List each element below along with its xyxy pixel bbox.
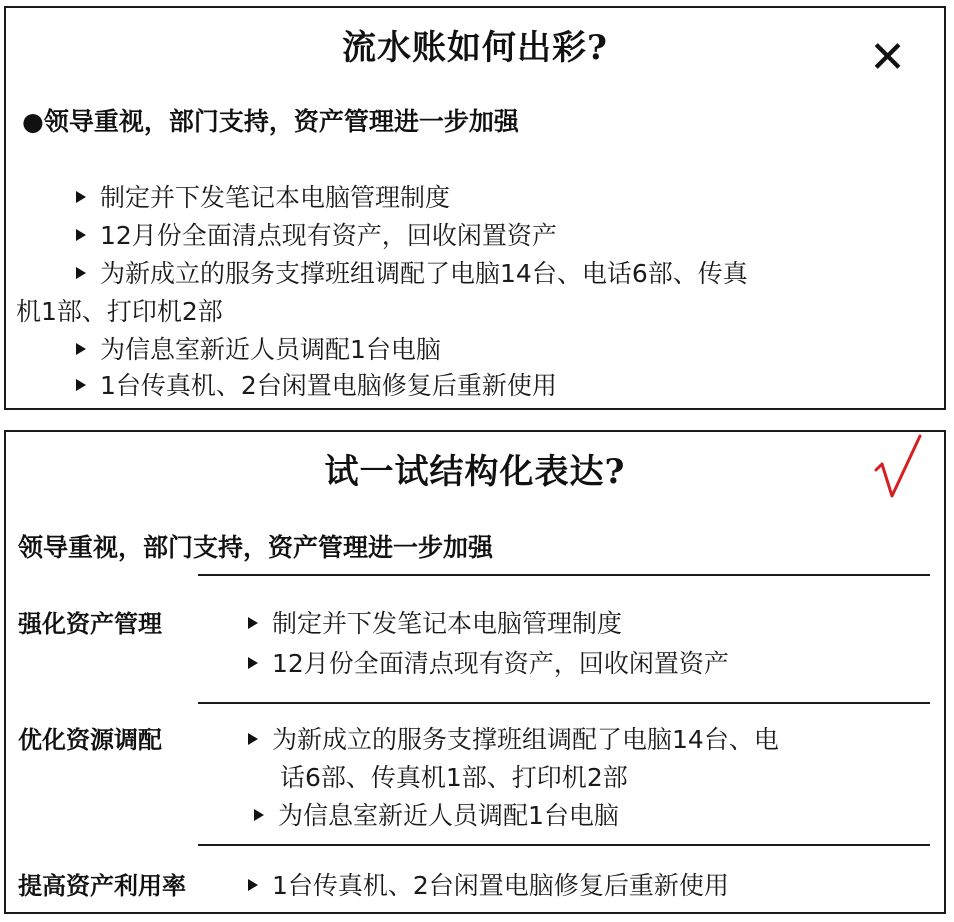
panel1-heading: ●领导重视，部门支持，资产管理进一步加强 <box>22 107 519 136</box>
list-item-continuation: 话6部、传真机1部、打印机2部 <box>280 763 628 792</box>
divider <box>198 702 930 704</box>
list-item: 1台传真机、2台闲置电脑修复后重新使用 <box>248 866 729 902</box>
divider <box>198 844 930 846</box>
structured-panel <box>4 430 946 914</box>
list-item: 12月份全面清点现有资产，回收闲置资产 <box>76 216 557 252</box>
list-item: 为新成立的服务支撑班组调配了电脑14台、电话6部、传真 <box>76 254 748 290</box>
list-item: 1台传真机、2台闲置电脑修复后重新使用 <box>76 366 557 402</box>
cross-icon: ✕ <box>869 32 906 83</box>
triangle-bullet-icon <box>248 733 258 745</box>
panel2-title: 试一试结构化表达? <box>324 452 626 492</box>
triangle-bullet-icon <box>248 879 258 891</box>
triangle-bullet-icon <box>248 617 258 629</box>
triangle-bullet-icon <box>76 229 86 241</box>
list-item: 为新成立的服务支撑班组调配了电脑14台、电 <box>248 720 779 756</box>
list-item: 制定并下发笔记本电脑管理制度 <box>248 604 622 640</box>
check-icon <box>874 434 924 504</box>
triangle-bullet-icon <box>76 343 86 355</box>
flat-list-panel <box>4 6 946 410</box>
list-item: 12月份全面清点现有资产，回收闲置资产 <box>248 644 729 680</box>
list-item: 为信息室新近人员调配1台电脑 <box>76 330 441 366</box>
category-label: 优化资源调配 <box>18 725 162 754</box>
list-item: 为信息室新近人员调配1台电脑 <box>254 796 619 832</box>
triangle-bullet-icon <box>76 379 86 391</box>
category-label: 强化资产管理 <box>18 609 162 638</box>
triangle-bullet-icon <box>248 657 258 669</box>
panel1-title: 流水账如何出彩? <box>342 28 608 68</box>
list-item-continuation: 机1部、打印机2部 <box>16 297 223 326</box>
divider <box>198 574 930 576</box>
panel2-heading: 领导重视，部门支持，资产管理进一步加强 <box>18 533 494 562</box>
triangle-bullet-icon <box>254 809 264 821</box>
triangle-bullet-icon <box>76 191 86 203</box>
category-label: 提高资产利用率 <box>18 871 186 900</box>
triangle-bullet-icon <box>76 267 86 279</box>
list-item: 制定并下发笔记本电脑管理制度 <box>76 178 450 214</box>
